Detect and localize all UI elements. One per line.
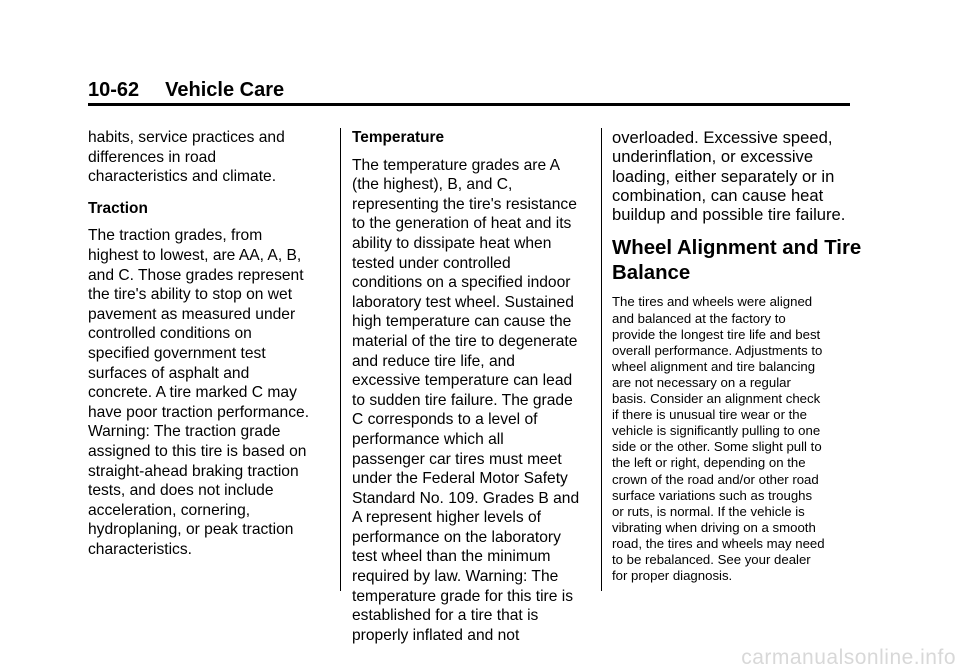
text-line: highest to lowest, are AA, A, B, (88, 246, 302, 264)
text-line: representing the tire's resistance (352, 195, 577, 213)
header-rule (88, 103, 850, 106)
text-line: concrete. A tire marked C may (88, 384, 297, 402)
text-line: and balanced at the factory to (612, 310, 786, 326)
text-line: tests, and does not include (88, 482, 274, 500)
text-line: controlled conditions on (88, 325, 252, 343)
text-line: surface variations such as troughs (612, 487, 813, 503)
temperature-paragraph (352, 156, 596, 646)
text-line: to the generation of heat and its (352, 215, 572, 233)
text-line: high temperature can cause the (352, 313, 572, 331)
column-1 (88, 128, 326, 559)
text-line: straight-ahead braking traction (88, 462, 299, 480)
text-line: acceleration, cornering, (88, 501, 251, 519)
text-line: vibrating when driving on a smooth (612, 519, 816, 535)
text-line: for proper diagnosis. (612, 568, 733, 584)
text-line: loading, either separately or in (612, 166, 835, 186)
continued-paragraph (612, 128, 856, 224)
page-header (88, 78, 284, 102)
traction-heading: Traction (88, 199, 148, 217)
text-line: underinflation, or excessive (612, 147, 814, 167)
text-line: if there is unusual tire wear or the (612, 407, 807, 423)
text-line: test wheel than the minimum (352, 548, 551, 566)
text-line: pavement as measured under (88, 305, 296, 323)
section-title-line: Wheel Alignment and Tire (612, 237, 862, 260)
text-line: established for a tire that is (352, 607, 539, 625)
section-title (612, 236, 862, 286)
traction-paragraph (88, 226, 326, 559)
text-line: surfaces of asphalt and (88, 364, 250, 382)
text-line: Warning: The traction grade (88, 423, 281, 441)
text-line: temperature grade for this tire is (352, 587, 574, 605)
text-line: or ruts, is normal. If the vehicle is (612, 503, 805, 519)
text-line: laboratory test wheel. Sustained (352, 293, 574, 311)
text-line: the left or right, depending on the (612, 455, 806, 471)
text-line: buildup and possible tire failure. (612, 205, 846, 225)
text-line: basis. Consider an alignment check (612, 391, 821, 407)
alignment-paragraph (612, 294, 856, 584)
text-line: wheel alignment and tire balancing (612, 358, 816, 374)
text-line: habits, service practices and (88, 129, 285, 146)
text-line: Standard No. 109. Grades B and (352, 489, 580, 507)
text-line: passenger car tires must meet (352, 450, 562, 468)
column-2 (352, 128, 596, 645)
text-line: conditions on a specified indoor (352, 274, 571, 292)
page-number: 10-62 (88, 79, 140, 101)
text-line: are not necessary on a regular (612, 374, 791, 390)
text-line: performance on the laboratory (352, 528, 561, 546)
text-line: properly inflated and not (352, 626, 520, 644)
text-line: under the Federal Motor Safety (352, 470, 568, 488)
section-title-line: Balance (612, 262, 691, 285)
column-divider-2 (601, 128, 602, 591)
text-line: characteristics. (88, 540, 192, 558)
text-line: to sudden tire failure. The grade (352, 391, 573, 409)
column-divider-1 (340, 128, 341, 591)
text-line: assigned to this tire is based on (88, 442, 307, 460)
text-line: material of the tire to degenerate (352, 332, 578, 350)
text-line: and C. Those grades represent (88, 266, 304, 284)
text-line: characteristics and climate. (88, 168, 277, 186)
text-line: overloaded. Excessive speed, (612, 128, 833, 147)
text-line: have poor traction performance. (88, 403, 310, 421)
text-line: tested under controlled (352, 254, 511, 272)
text-line: The traction grades, from (88, 227, 263, 245)
text-line: to be rebalanced. See your dealer (612, 551, 811, 567)
text-line: performance which all (352, 430, 504, 448)
text-line: A represent higher levels of (352, 509, 541, 527)
section-name: Vehicle Care (165, 79, 285, 101)
text-line: differences in road (88, 148, 217, 166)
column-3 (612, 128, 862, 584)
text-line: excessive temperature can lead (352, 372, 573, 390)
text-line: specified government test (88, 344, 266, 362)
intro-paragraph (88, 128, 326, 187)
text-line: vehicle is significantly pulling to one (612, 423, 821, 439)
text-line: the tire's ability to stop on wet (88, 286, 293, 304)
watermark: carmanualsonline.info (741, 646, 956, 669)
text-line: combination, can cause heat (612, 185, 824, 205)
text-line: hydroplaning, or peak traction (88, 521, 294, 539)
text-line: ability to dissipate heat when (352, 234, 552, 252)
temperature-heading: Temperature (352, 129, 445, 146)
text-line: The tires and wheels were aligned (612, 294, 813, 310)
text-line: road, the tires and wheels may need (612, 535, 825, 551)
text-line: (the highest), B, and C, (352, 176, 513, 194)
text-line: and reduce tire life, and (352, 352, 515, 370)
text-line: side or the other. Some slight pull to (612, 439, 822, 455)
text-line: C corresponds to a level of (352, 411, 538, 429)
text-line: overall performance. Adjustments to (612, 342, 823, 358)
text-line: crown of the road and/or other road (612, 471, 819, 487)
text-line: provide the longest tire life and best (612, 326, 821, 342)
text-line: The temperature grades are A (352, 156, 561, 174)
text-line: required by law. Warning: The (352, 568, 559, 586)
